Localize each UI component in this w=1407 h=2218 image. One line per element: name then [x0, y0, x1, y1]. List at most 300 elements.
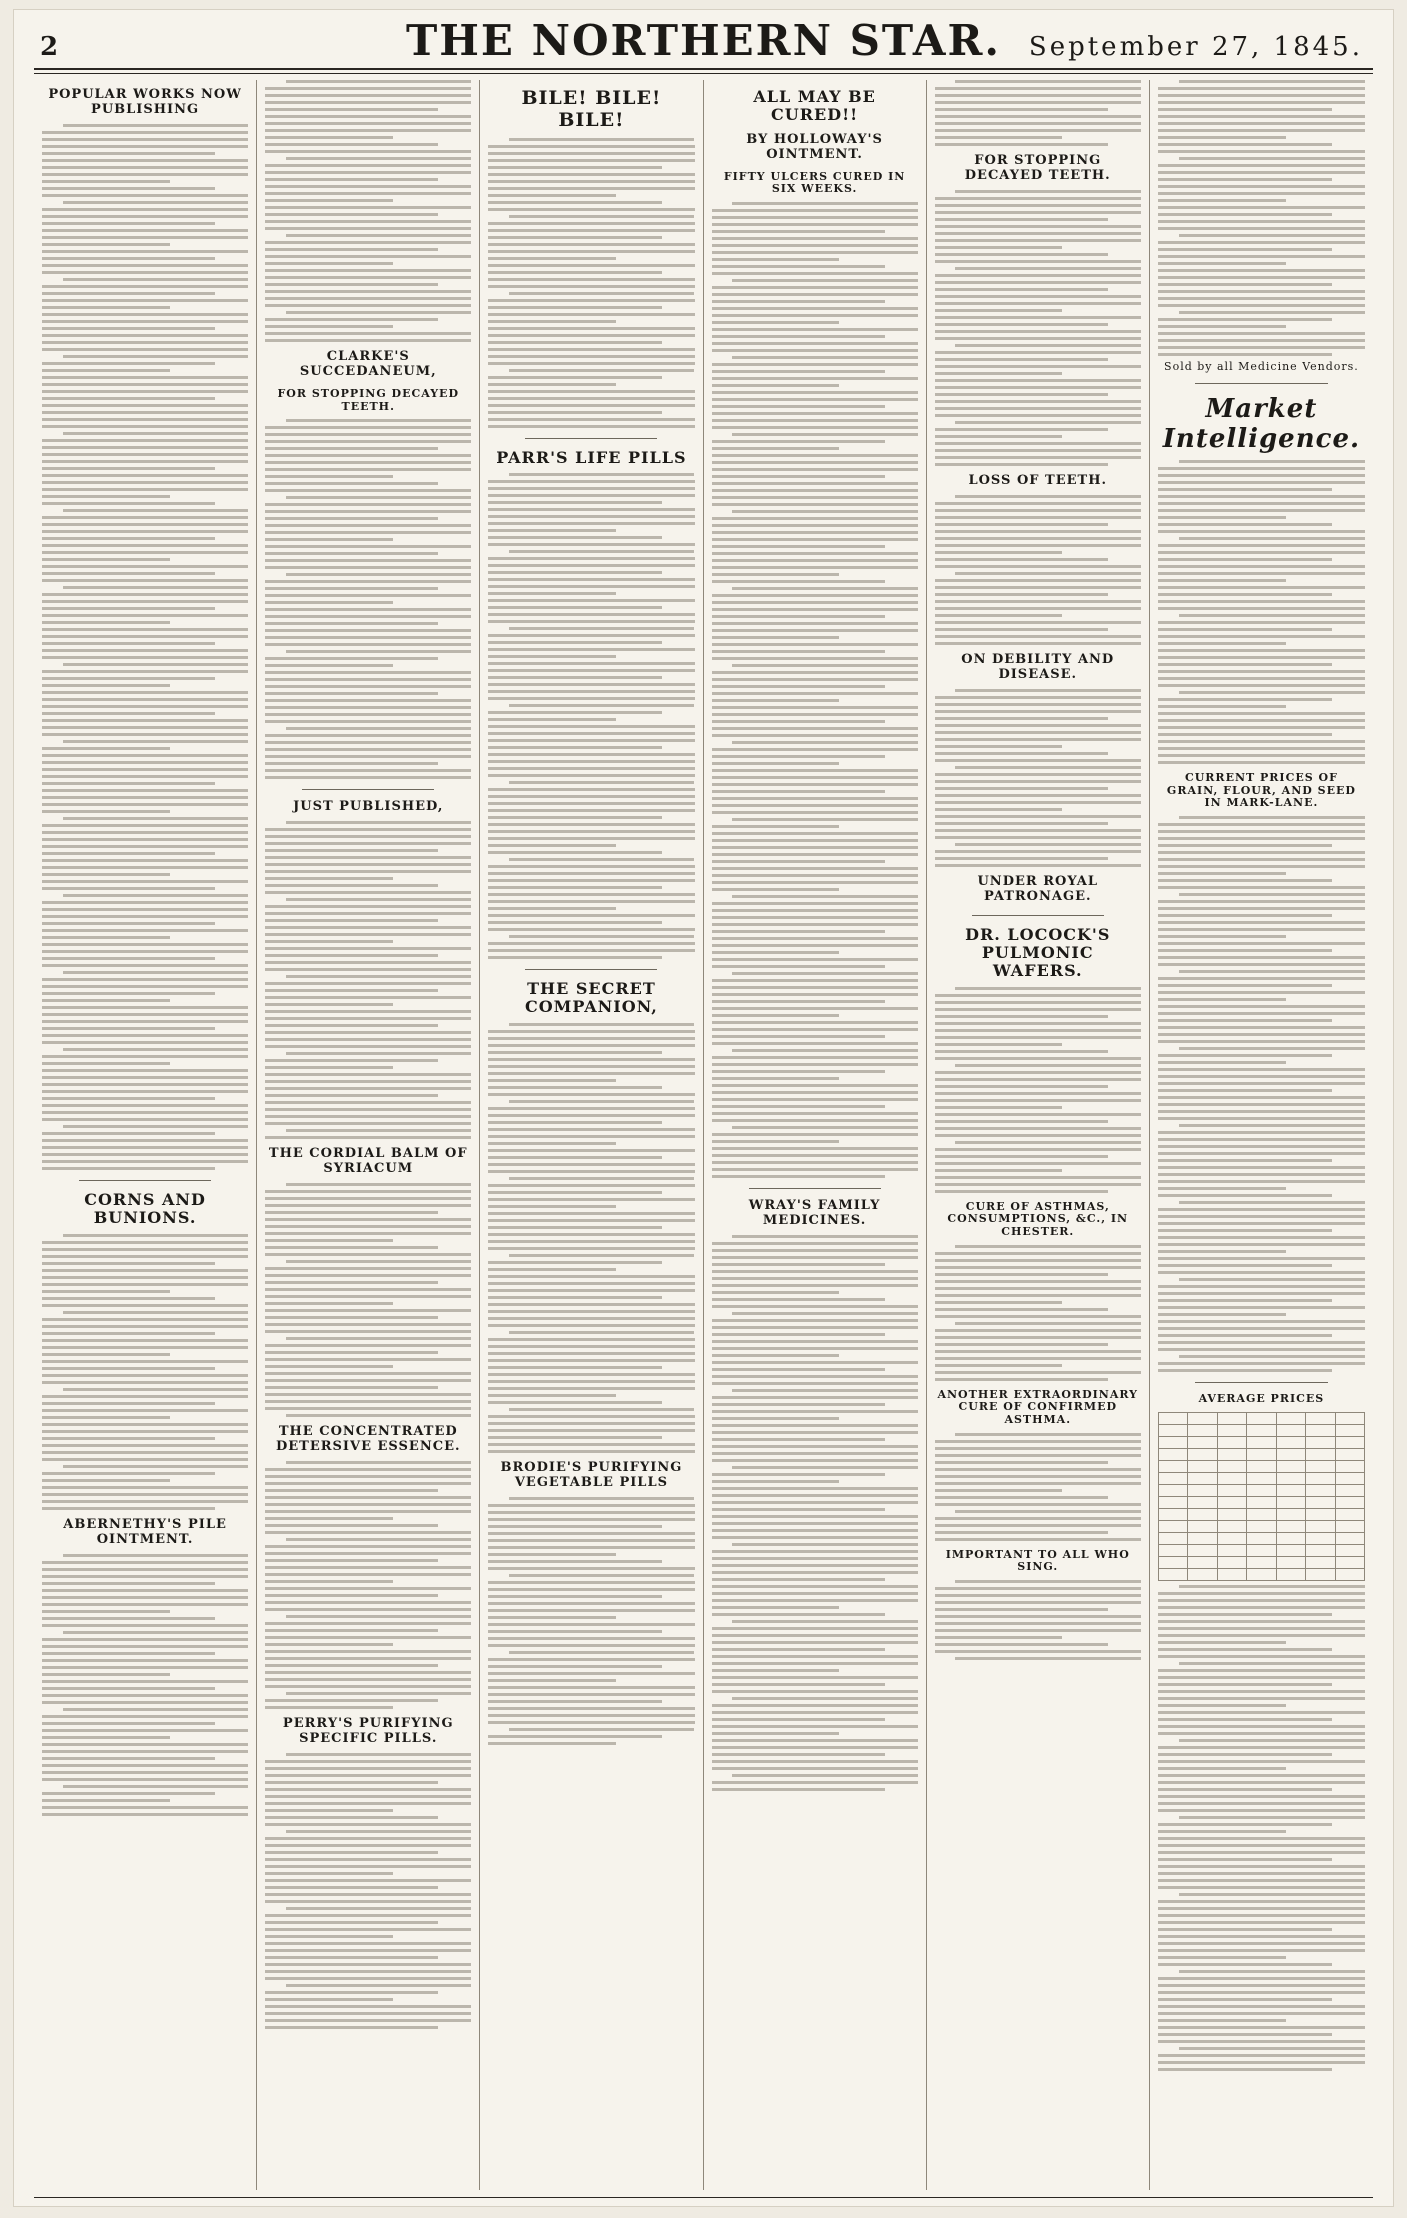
text-line: [265, 1823, 471, 1826]
text-line: [712, 909, 918, 912]
text-line: [488, 557, 694, 560]
table-cell: [1306, 1496, 1335, 1508]
column-5-body-4: [935, 987, 1141, 1193]
text-line: [935, 1524, 1141, 1527]
text-line: [265, 1685, 471, 1688]
text-line: [712, 1550, 918, 1553]
text-line: [488, 348, 694, 351]
text-line: [712, 1788, 885, 1791]
text-line: [1158, 1746, 1365, 1749]
text-line: [935, 435, 1063, 438]
text-line: [488, 152, 694, 155]
text-line: [488, 823, 694, 826]
text-line: [42, 1687, 215, 1690]
heading-wrays-medicines: WRAY'S FAMILY MEDICINES.: [748, 1197, 881, 1228]
text-line: [488, 1679, 616, 1682]
text-line: [42, 1290, 170, 1293]
text-line: [488, 739, 694, 742]
text-line: [265, 1517, 393, 1520]
text-line: [935, 696, 1141, 699]
text-line: [265, 1510, 471, 1513]
table-cell: [1188, 1412, 1217, 1424]
text-line: [1179, 311, 1365, 314]
text-line: [265, 671, 471, 674]
text-line: [1158, 1669, 1365, 1672]
column-3: [480, 80, 703, 2190]
text-line: [1158, 325, 1286, 328]
column-2: [257, 80, 480, 2190]
text-line: [1158, 1159, 1332, 1162]
masthead-rule: [34, 68, 1373, 70]
masthead: [14, 10, 1393, 72]
text-line: [1179, 1047, 1365, 1050]
text-line: [42, 705, 248, 708]
text-line: [1158, 164, 1365, 167]
text-line: [488, 1553, 616, 1556]
text-line: [1158, 1711, 1365, 1714]
text-line: [488, 1170, 694, 1173]
text-line: [935, 136, 1063, 139]
text-line: [488, 1693, 694, 1696]
text-line: [42, 1374, 248, 1377]
text-line: [265, 325, 393, 328]
text-line: [265, 1253, 471, 1256]
text-line: [935, 218, 1108, 221]
text-line: [265, 1323, 471, 1326]
text-line: [63, 1125, 249, 1128]
text-line: [488, 313, 694, 316]
table-cell: [1188, 1484, 1217, 1496]
text-line: [42, 1771, 248, 1774]
text-line: [265, 1928, 471, 1931]
table-cell: [1217, 1508, 1246, 1520]
text-line: [1179, 970, 1365, 973]
table-cell: [1247, 1424, 1276, 1436]
text-line: [42, 628, 248, 631]
text-line: [1158, 1844, 1365, 1847]
text-line: [488, 578, 694, 581]
table-cell: [1306, 1520, 1335, 1532]
text-line: [712, 1438, 885, 1441]
table-cell: [1158, 1472, 1187, 1484]
text-line: [935, 565, 1141, 568]
table-cell: [1276, 1472, 1305, 1484]
column-2-body-5: [265, 1753, 471, 2029]
text-line: [42, 1778, 248, 1781]
text-line: [42, 1451, 248, 1454]
text-line: [712, 1098, 918, 1101]
text-line: [712, 650, 885, 653]
text-line: [488, 543, 694, 546]
text-line: [1158, 1166, 1365, 1169]
table-cell: [1247, 1532, 1276, 1544]
text-line: [488, 180, 694, 183]
text-line: [1158, 1187, 1286, 1190]
text-line: [509, 1100, 695, 1103]
text-line: [265, 706, 471, 709]
text-line: [42, 1561, 248, 1564]
text-line: [488, 900, 694, 903]
text-line: [1158, 1704, 1286, 1707]
text-line: [265, 1136, 471, 1139]
text-line: [265, 1468, 471, 1471]
text-line: [42, 1083, 248, 1086]
text-line: [265, 1094, 438, 1097]
text-line: [42, 1500, 248, 1503]
table-cell: [1188, 1568, 1217, 1580]
text-line: [1179, 234, 1365, 237]
text-line: [1158, 1620, 1365, 1623]
text-line: [732, 1774, 918, 1777]
text-line: [265, 755, 471, 758]
text-line: [265, 1844, 471, 1847]
text-line: [935, 801, 1141, 804]
text-line: [935, 1190, 1108, 1193]
text-line: [1158, 136, 1286, 139]
text-line: [488, 1644, 694, 1647]
text-line: [42, 313, 248, 316]
text-line: [265, 1650, 471, 1653]
text-line: [265, 283, 438, 286]
text-line: [265, 1622, 471, 1625]
text-line: [935, 1057, 1141, 1060]
text-line: [265, 996, 471, 999]
text-line: [712, 727, 918, 730]
text-line: [712, 1641, 918, 1644]
text-line: [488, 1219, 694, 1222]
text-line: [712, 230, 885, 233]
text-line: [42, 1493, 248, 1496]
text-line: [488, 187, 694, 190]
text-line: [1158, 1285, 1365, 1288]
text-line: [712, 1529, 918, 1532]
text-line: [1158, 1068, 1365, 1071]
text-line: [1158, 2054, 1365, 2057]
text-line: [1158, 1026, 1365, 1029]
column-1: [34, 80, 257, 2190]
text-line: [42, 1617, 215, 1620]
text-line: [712, 1718, 885, 1721]
text-line: [712, 965, 885, 968]
text-line: [935, 1071, 1141, 1074]
text-line: [732, 1049, 918, 1052]
text-line: [712, 321, 840, 324]
text-line: [712, 307, 918, 310]
text-line: [1158, 2040, 1365, 2043]
text-line: [1158, 2026, 1365, 2029]
text-line: [265, 276, 471, 279]
text-line: [42, 264, 248, 267]
text-line: [1158, 635, 1365, 638]
table-cell: [1276, 1436, 1305, 1448]
text-line: [1158, 579, 1286, 582]
heading-detersive-essence: THE CONCENTRATED DETERSIVE ESSENCE.: [275, 1423, 461, 1454]
text-line: [42, 152, 215, 155]
text-line: [42, 1020, 248, 1023]
text-line: [712, 1487, 918, 1490]
text-line: [935, 1043, 1063, 1046]
text-line: [712, 874, 918, 877]
text-line: [265, 968, 471, 971]
text-line: [712, 258, 840, 261]
text-line: [265, 769, 471, 772]
text-line: [935, 724, 1141, 727]
text-line: [1158, 1858, 1332, 1861]
text-line: [42, 285, 248, 288]
text-line: [265, 1643, 393, 1646]
text-line: [488, 1518, 694, 1521]
text-line: [488, 1030, 694, 1033]
text-line: [488, 851, 661, 854]
newspaper-page: [14, 10, 1393, 2206]
table-row: [1158, 1448, 1364, 1460]
text-line: [712, 657, 918, 660]
table-cell: [1188, 1508, 1217, 1520]
text-line: [488, 222, 694, 225]
text-line: [1158, 516, 1286, 519]
text-line: [488, 208, 694, 211]
text-line: [1158, 886, 1365, 889]
text-line: [265, 108, 438, 111]
text-line: [935, 1475, 1141, 1478]
text-line: [712, 1284, 918, 1287]
text-line: [265, 2026, 438, 2029]
text-line: [1158, 227, 1365, 230]
text-line: [265, 699, 471, 702]
text-line: [265, 304, 471, 307]
text-line: [1179, 1278, 1365, 1281]
text-line: [265, 1935, 393, 1938]
table-cell: [1306, 1436, 1335, 1448]
text-line: [488, 949, 694, 952]
text-line: [63, 432, 249, 435]
table-cell: [1306, 1532, 1335, 1544]
text-line: [488, 173, 694, 176]
table-cell: [1276, 1496, 1305, 1508]
text-line: [955, 572, 1141, 575]
text-line: [1158, 1005, 1365, 1008]
text-line: [488, 1072, 694, 1075]
text-line: [935, 1029, 1141, 1032]
heading-all-may-be-cured: ALL MAY BE CURED!!: [753, 87, 876, 125]
text-line: [935, 1643, 1108, 1646]
text-line: [488, 250, 694, 253]
newspaper-title: THE NORTHERN STAR.: [406, 16, 1001, 65]
text-line: [265, 1108, 471, 1111]
heading-average-prices: AVERAGE PRICES: [1198, 1391, 1325, 1405]
text-line: [712, 1725, 918, 1728]
text-line: [265, 1288, 471, 1291]
text-line: [265, 241, 471, 244]
text-line: [935, 239, 1141, 242]
heading-important-sing: IMPORTANT TO ALL WHO SING.: [945, 1547, 1130, 1574]
text-line: [1158, 2019, 1286, 2022]
text-line: [1158, 1774, 1365, 1777]
text-line: [1158, 488, 1332, 491]
text-line: [1158, 1788, 1332, 1791]
text-line: [712, 559, 918, 562]
text-line: [42, 488, 248, 491]
text-line: [1158, 1194, 1332, 1197]
text-line: [1158, 1613, 1332, 1616]
text-line: [509, 1651, 695, 1654]
column-5-body-6: [935, 1433, 1141, 1541]
text-line: [1158, 1914, 1365, 1917]
text-line: [265, 1330, 471, 1333]
text-line: [265, 849, 438, 852]
table-row: [1158, 1544, 1364, 1556]
text-line: [265, 2019, 471, 2022]
text-line: [286, 419, 472, 422]
text-line: [488, 397, 694, 400]
text-line: [42, 1353, 170, 1356]
text-line: [488, 1184, 694, 1187]
text-line: [935, 710, 1141, 713]
text-line: [42, 754, 248, 757]
text-line: [265, 1372, 471, 1375]
text-line: [42, 425, 248, 428]
text-line: [935, 372, 1063, 375]
column-1-body-1: [42, 124, 248, 1170]
text-line: [42, 957, 215, 960]
column-4: [704, 80, 927, 2190]
column-4-body-2: [712, 1235, 918, 1791]
text-line: [42, 397, 215, 400]
heading-cure-chester: CURE OF ASTHMAS, CONSUMPTIONS, &C., IN CHESTER.: [947, 1199, 1129, 1239]
text-line: [265, 1566, 471, 1569]
text-line: [488, 613, 694, 616]
text-line: [42, 572, 215, 575]
text-line: [935, 1594, 1141, 1597]
text-line: [712, 1613, 885, 1616]
column-5-body-2: [935, 495, 1141, 645]
text-line: [488, 508, 694, 511]
heading-popular-works: POPULAR WORKS NOW PUBLISHING: [48, 87, 242, 117]
text-line: [1158, 481, 1365, 484]
text-line: [712, 1557, 918, 1560]
text-line: [42, 992, 215, 995]
text-line: [42, 936, 170, 939]
table-cell: [1217, 1484, 1246, 1496]
text-line: [712, 405, 885, 408]
text-line: [488, 264, 694, 267]
text-line: [265, 524, 471, 527]
text-line: [712, 1154, 918, 1157]
text-line: [265, 545, 471, 548]
text-line: [488, 487, 694, 490]
text-line: [935, 1315, 1141, 1318]
text-line: [1158, 1306, 1365, 1309]
text-line: [1158, 2068, 1332, 2071]
text-line: [286, 1183, 472, 1186]
text-line: [42, 1610, 170, 1613]
text-line: [286, 573, 472, 576]
text-line: [265, 1573, 471, 1576]
text-line: [935, 850, 1141, 853]
text-line: [488, 1324, 694, 1327]
divider: [79, 1180, 211, 1181]
table-cell: [1188, 1520, 1217, 1532]
text-line: [935, 204, 1141, 207]
text-line: [1158, 558, 1332, 561]
text-line: [712, 1014, 840, 1017]
text-line: [488, 404, 694, 407]
text-line: [935, 246, 1063, 249]
text-line: [42, 1430, 248, 1433]
heading-another-cure: ANOTHER EXTRAORDINARY CURE OF CONFIRMED ASTHMA.: [937, 1387, 1139, 1426]
text-line: [1179, 1893, 1365, 1896]
text-line: [1158, 248, 1332, 251]
heading-brodies-pills: BRODIE'S PURIFYING VEGETABLE PILLS: [500, 1459, 683, 1490]
text-line: [286, 496, 472, 499]
text-line: [712, 916, 918, 919]
text-line: [265, 426, 471, 429]
text-line: [42, 411, 248, 414]
text-line: [265, 87, 471, 90]
text-line: [265, 912, 471, 915]
text-line: [1179, 1662, 1365, 1665]
text-line: [935, 337, 1141, 340]
text-line: [265, 1781, 438, 1784]
text-line: [1158, 108, 1332, 111]
text-line: [488, 914, 694, 917]
text-line: [712, 825, 840, 828]
text-line: [488, 844, 616, 847]
table-cell: [1247, 1556, 1276, 1568]
text-line: [955, 267, 1141, 270]
text-line: [286, 975, 472, 978]
text-line: [265, 1706, 393, 1709]
text-line: [265, 762, 438, 765]
text-line: [935, 544, 1141, 547]
text-line: [42, 1750, 248, 1753]
text-line: [1158, 684, 1365, 687]
text-line: [712, 1256, 918, 1259]
text-line: [265, 339, 471, 342]
text-line: [42, 257, 215, 260]
text-line: [712, 335, 885, 338]
text-line: [42, 404, 248, 407]
table-row: [1158, 1556, 1364, 1568]
text-line: [712, 1599, 918, 1602]
text-line: [1158, 474, 1365, 477]
text-line: [1158, 332, 1365, 335]
text-line: [732, 1389, 918, 1392]
table-cell: [1247, 1436, 1276, 1448]
text-line: [1179, 1124, 1365, 1127]
text-line: [1158, 1327, 1365, 1330]
text-line: [265, 213, 438, 216]
text-line: [935, 115, 1141, 118]
text-line: [488, 1532, 694, 1535]
text-line: [1179, 1739, 1365, 1742]
column-5-body-0: [935, 80, 1141, 146]
text-line: [42, 1297, 215, 1300]
text-line: [265, 468, 471, 471]
text-line: [286, 727, 472, 730]
text-line: [1158, 872, 1286, 875]
text-line: [935, 1454, 1141, 1457]
text-line: [1158, 649, 1365, 652]
text-line: [1158, 572, 1365, 575]
text-line: [265, 433, 471, 436]
text-line: [712, 1508, 885, 1511]
text-line: [488, 718, 616, 721]
text-line: [265, 1998, 393, 2001]
text-line: [712, 1480, 840, 1483]
text-line: [42, 593, 248, 596]
text-line: [935, 759, 1141, 762]
